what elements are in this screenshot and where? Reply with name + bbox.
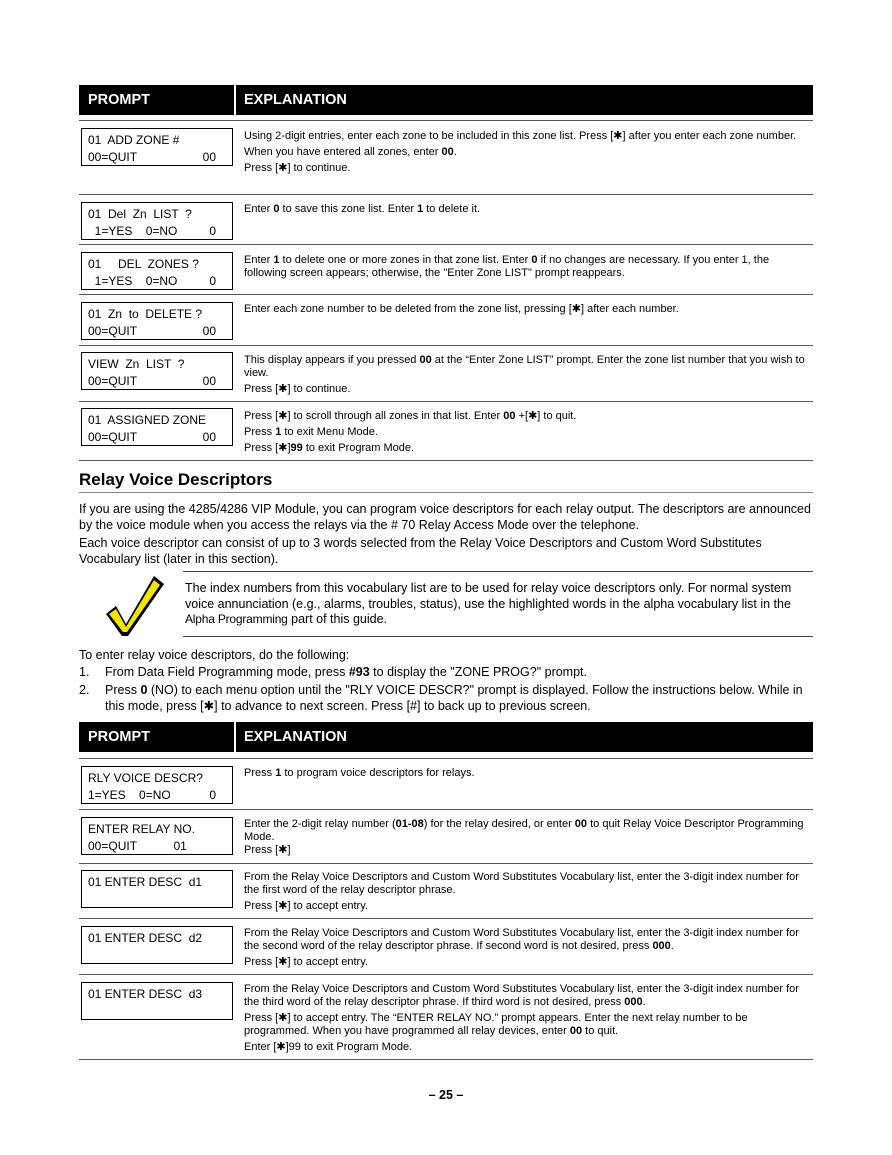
explanation-text: Enter the 2-digit relay number (01-08) for the relay desired, or enter 00 to quit Relay Voice Descriptor Programming Mode. Press [✱] [244, 818, 804, 856]
lcd-prompt [81, 252, 233, 290]
explanation-text: From the Relay Voice Descriptors and Custom Word Substitutes Vocabulary list, enter the 3-digit index number for the second word of the relay descriptor phrase. If second word is not desired, press 000. Press [✱] to accept entry. [244, 927, 799, 968]
lcd-line-1: ENTER RELAY NO. [88, 822, 195, 836]
checkmark-icon [104, 572, 166, 640]
lcd-value: 00 [202, 150, 216, 164]
explanation-text: From the Relay Voice Descriptors and Custom Word Substitutes Vocabulary list, enter the 3-digit index number for the first word of the relay descriptor phrase. Press [✱] to accept entry. [244, 871, 799, 912]
lcd-line-2: 1=YES 0=NO [88, 274, 178, 288]
explanation-text: Enter each zone number to be deleted from the zone list, pressing [✱] after each number. [244, 303, 679, 315]
lcd-prompt [81, 926, 233, 964]
lcd-prompt [81, 982, 233, 1020]
lcd-value: 00 [202, 430, 216, 444]
lcd-line-2: 1=YES 0=NO [88, 224, 178, 238]
lcd-prompt [81, 302, 233, 340]
lcd-line-1: 01 ADD ZONE # [88, 133, 180, 147]
lcd-line-1: VIEW Zn LIST ? [88, 357, 185, 371]
lcd-value: 0 [209, 224, 216, 238]
steps [79, 647, 814, 714]
table1-header [79, 85, 813, 115]
lcd-line-2: 00=QUIT [88, 150, 138, 164]
explanation-text: This display appears if you pressed 00 at the “Enter Zone LIST” prompt. Enter the zone list number that you wish to view. Press [✱] to continue. [244, 354, 805, 395]
lcd-prompt [81, 408, 233, 446]
lcd-line-1: 01 ENTER DESC d3 [88, 987, 203, 1001]
list-item: 2. Press 0 (NO) to each menu option until the "RLY VOICE DESCR?" prompt is displayed. Follow the instructions below. While in this mode, press [✱] to advance to next screen. Press [#] to back up to previous screen. [79, 683, 803, 713]
lcd-line-1: 01 DEL ZONES ? [88, 257, 199, 271]
explanation-text: From the Relay Voice Descriptors and Custom Word Substitutes Vocabulary list, enter the 3-digit index number for the third word of the relay descriptor phrase. If third word is not desired, press 000. Press [✱] to accept entry. The “ENTER RELAY NO.” prompt appears. Enter the next relay number to be programmed. When you have programmed all relay devices, enter 00 to quit. Enter [✱]99 to exit Program Mode. [244, 983, 799, 1053]
lcd-line-2: 00=QUIT [88, 374, 138, 388]
note-text: The index numbers from this vocabulary list are to be used for relay voice descriptors only. For normal system voice annunciation (e.g., alarms, troubles, status), use the highlighted words in the alpha vocabulary list in the Alpha Programming part of this guide. [185, 581, 792, 626]
lcd-value: 0 [209, 274, 216, 288]
lcd-line-1: 01 Zn to DELETE ? [88, 307, 203, 321]
prompt-column-header: PROMPT [88, 92, 151, 108]
explanation-text: Press 1 to program voice descriptors for relays. [244, 767, 475, 779]
list-item: 1. From Data Field Programming mode, press #93 to display the "ZONE PROG?" prompt. [79, 665, 587, 679]
lcd-value: 0 [209, 788, 216, 802]
lcd-line-2: 1=YES 0=NO [88, 788, 171, 802]
page-number: – 25 – [428, 1088, 464, 1102]
lcd-prompt [81, 817, 233, 855]
table2-header [79, 722, 813, 752]
lcd-line-1: RLY VOICE DESCR? [88, 771, 203, 785]
explanation-text: Press [✱] to scroll through all zones in that list. Enter 00 +[✱] to quit. Press 1 to exit Menu Mode. Press [✱]99 to exit Program Mode. [244, 410, 577, 454]
lcd-line-1: 01 ASSIGNED ZONE [88, 413, 207, 427]
lcd-prompt [81, 870, 233, 908]
steps-intro: To enter relay voice descriptors, do the following: [79, 648, 350, 662]
lcd-value: 00 [202, 374, 216, 388]
explanation-text: Enter 0 to save this zone list. Enter 1 to delete it. [244, 203, 481, 215]
lcd-value: 00 [202, 324, 216, 338]
lcd-line-1: 01 Del Zn LIST ? [88, 207, 192, 221]
lcd-line-2: 00=QUIT 01 [88, 839, 187, 853]
lcd-line-1: 01 ENTER DESC d1 [88, 875, 203, 889]
lcd-line-1: 01 ENTER DESC d2 [88, 931, 203, 945]
lcd-line-2: 00=QUIT [88, 324, 138, 338]
lcd-prompt [81, 128, 233, 166]
explanation-column-header: EXPLANATION [244, 92, 347, 108]
intro-text: If you are using the 4285/4286 VIP Module, you can program voice descriptors for each relay output. The descriptors are announced by the voice module when you access the relays via the # 70 Relay Access Mode over the telephone. Each voice descriptor can consist of up to 3 words selected from the Relay Voice Descriptors and Custom Word Substitutes Vocabulary list (later in this section). [79, 502, 811, 566]
explanation-column-header: EXPLANATION [244, 729, 347, 745]
explanation-text: Enter 1 to delete one or more zones in that zone list. Enter 0 if no changes are necessary. If you enter 1, the following screen appears; otherwise, the "Enter Zone LIST" prompt reappears. [244, 254, 770, 279]
prompt-column-header: PROMPT [88, 729, 151, 745]
lcd-prompt [81, 352, 233, 390]
explanation-text: Using 2-digit entries, enter each zone to be included in this zone list. Press [✱] after you enter each zone number. When you have entered all zones, enter 00. Press [✱] to continue. [244, 130, 797, 174]
lcd-prompt [81, 202, 233, 240]
lcd-prompt [81, 766, 233, 804]
lcd-line-2: 00=QUIT [88, 430, 138, 444]
section-title: Relay Voice Descriptors [79, 470, 273, 489]
